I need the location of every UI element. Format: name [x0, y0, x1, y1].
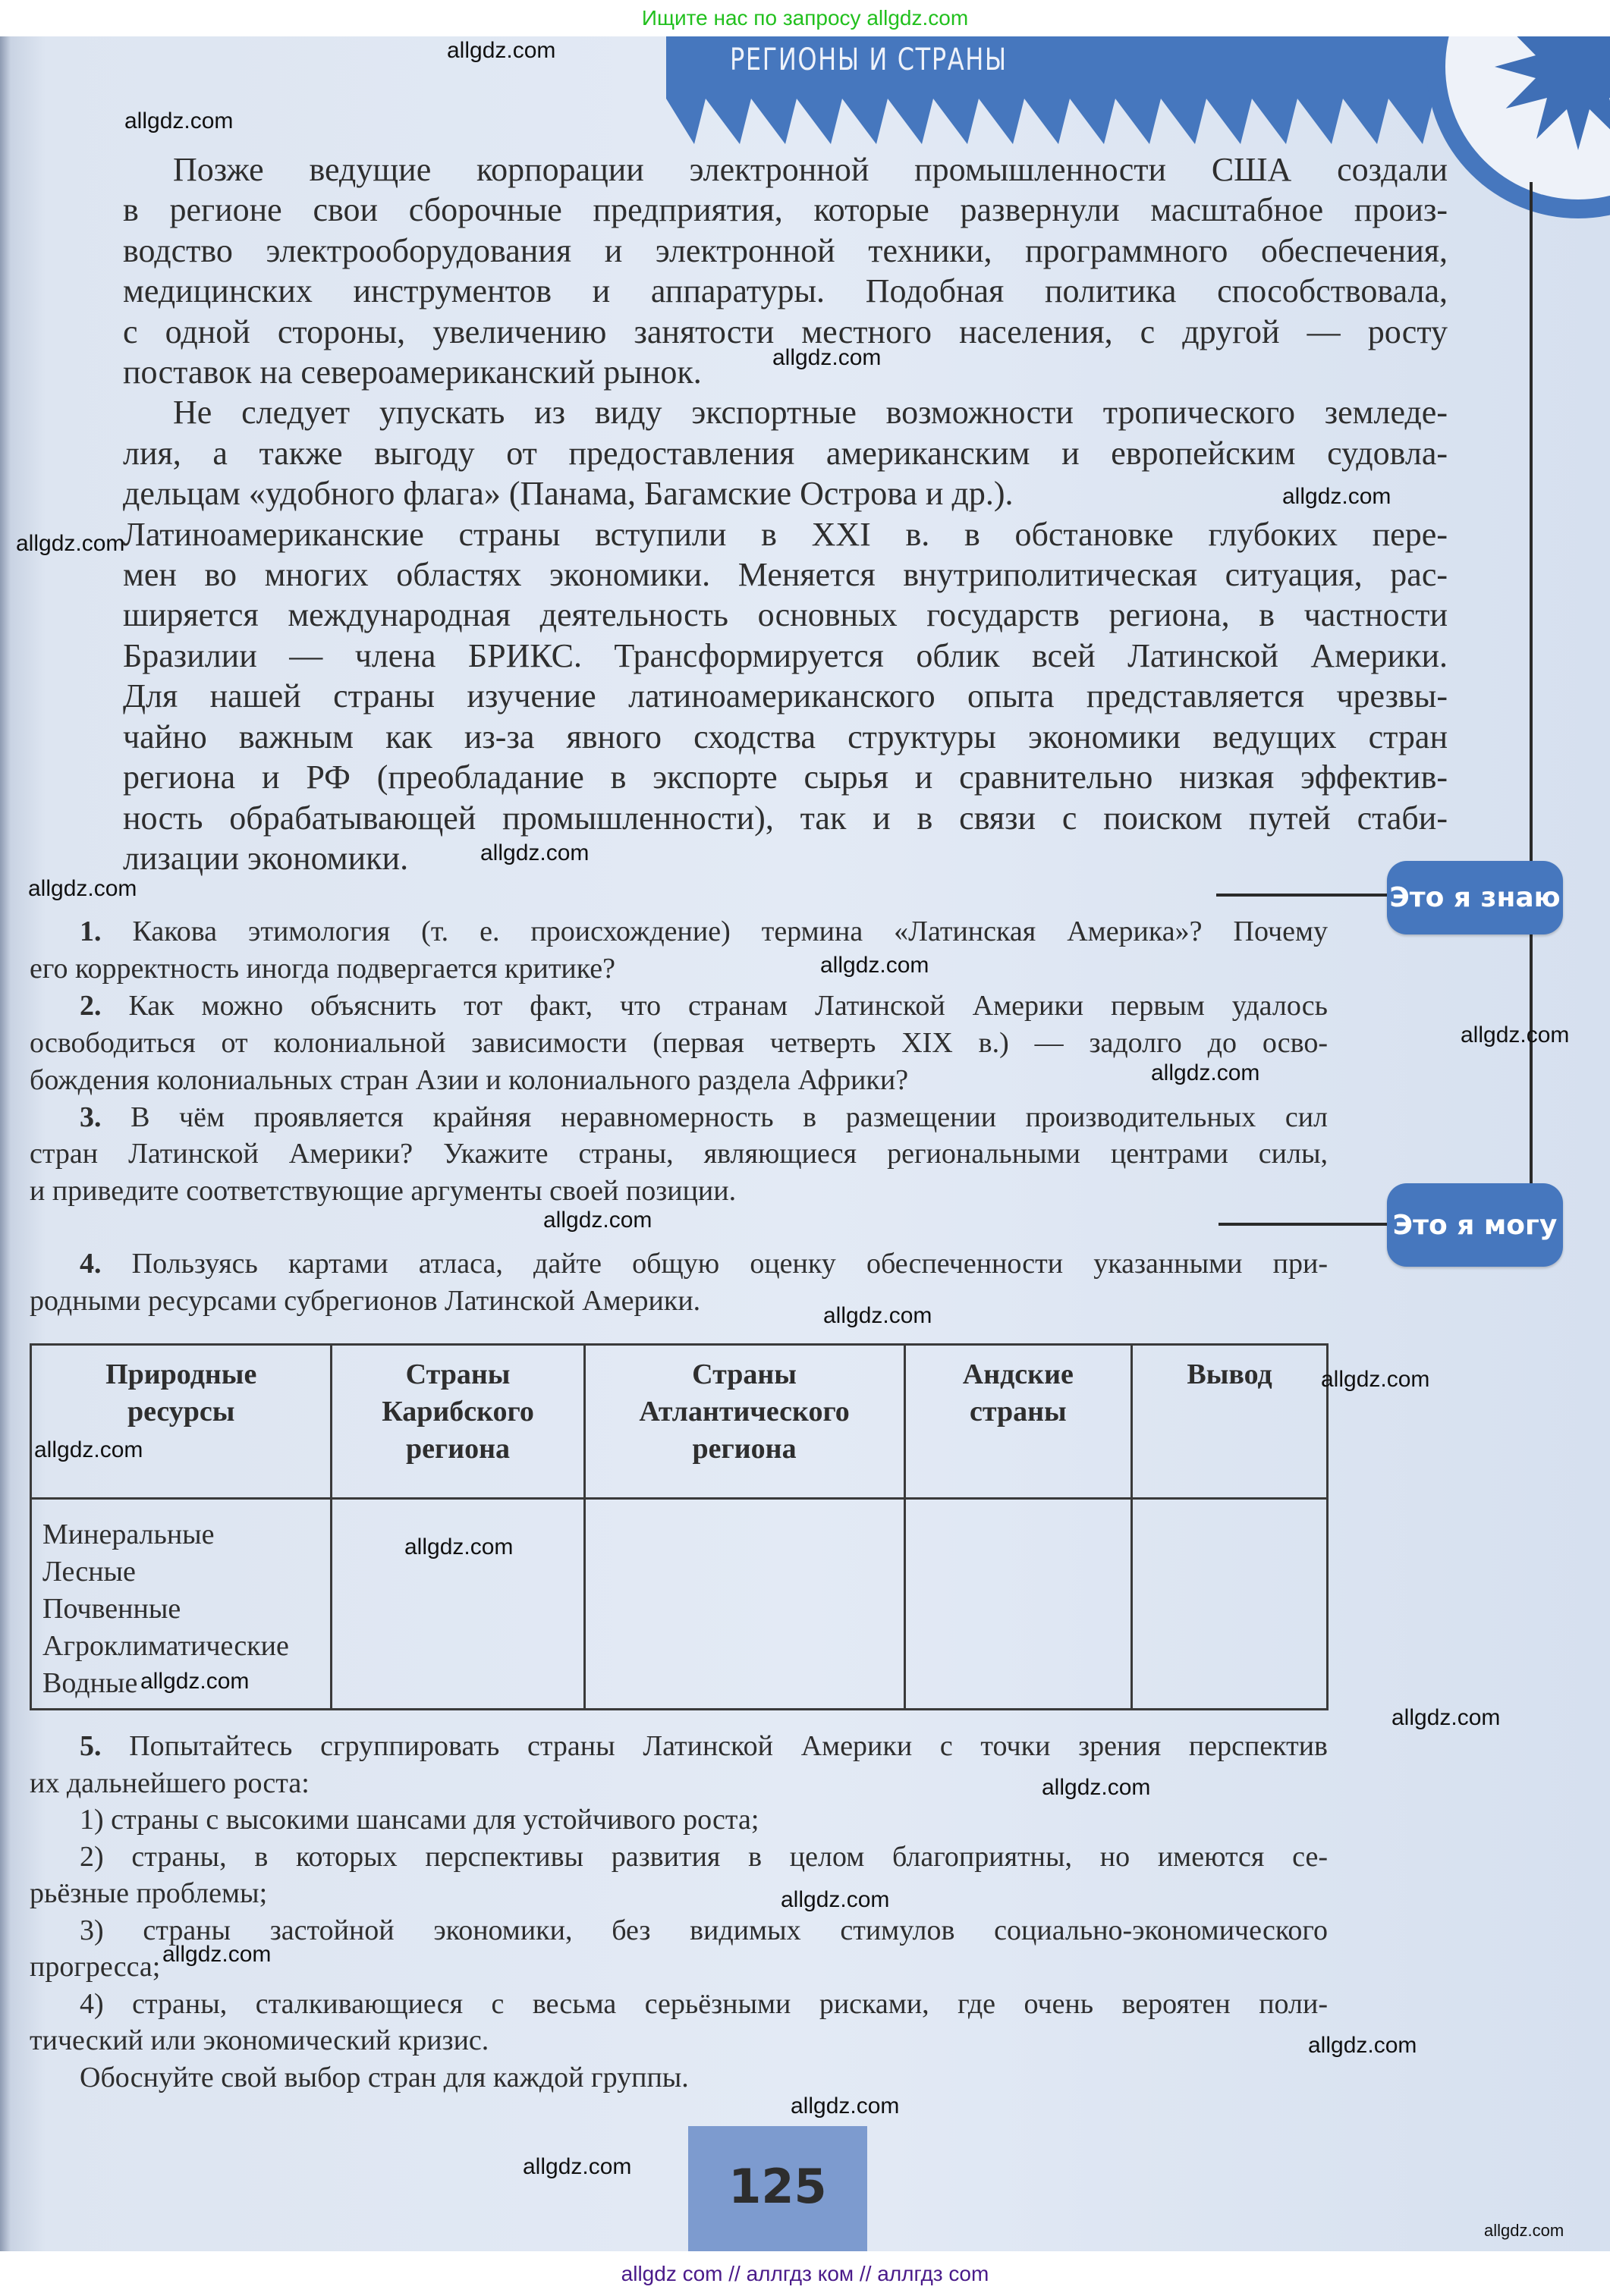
- cell-line: Минеральные: [42, 1519, 215, 1550]
- line-text: лизации экономики.: [123, 839, 409, 877]
- line-text: Как можно объяснить тот факт, что странам Латинской Америки первым удалось: [101, 989, 1328, 1022]
- text-line: [30, 950, 1328, 988]
- line-text: бождения колониальных стран Азии и колониального раздела Африки?: [30, 1063, 909, 1096]
- text-line: [30, 1025, 1328, 1062]
- line-text: рьёзные проблемы;: [30, 1877, 268, 1909]
- text-line: [30, 1283, 1328, 1320]
- empty-cell: [332, 1499, 584, 1710]
- cell-line: Атлантического: [639, 1396, 850, 1428]
- header-cell: [1132, 1345, 1328, 1499]
- cell-line: Водные: [42, 1667, 138, 1699]
- text-line: [123, 554, 1448, 595]
- text-line: [123, 433, 1448, 473]
- header-cell: [31, 1345, 332, 1499]
- line-text: с одной стороны, увеличению занятости местного населения, с другой — росту: [123, 313, 1448, 350]
- text-line: [30, 1173, 1328, 1210]
- text-line: [123, 473, 1448, 514]
- watermark: allgdz.com: [543, 1208, 652, 1233]
- text-line: [30, 2059, 1328, 2097]
- question-3: [30, 1099, 1328, 1211]
- text-line: [30, 1986, 1328, 2023]
- text-line: [30, 2022, 1328, 2059]
- cell-line: региона: [405, 1433, 511, 1465]
- cell-line: Карибского: [382, 1396, 534, 1428]
- empty-cell: [904, 1499, 1132, 1710]
- line-text: мен во многих областях экономики. Меняется внутриполитическая ситуация, рас-: [123, 556, 1448, 594]
- line-text: 1) страны с высокими шансами для устойчивого роста;: [80, 1804, 759, 1836]
- line-text: Пользуясь картами атласа, дайте общую оценку обеспеченности указанными при-: [101, 1248, 1328, 1280]
- text-line: [30, 1875, 1328, 1912]
- watermark: allgdz.com: [28, 876, 137, 901]
- paragraph: [123, 514, 1448, 879]
- text-line: [30, 1062, 1328, 1099]
- cell-line: Андские: [962, 1358, 1074, 1390]
- text-line: [123, 392, 1448, 432]
- watermark: allgdz.com: [1282, 484, 1391, 509]
- line-text: Не следует упускать из виду экспортные возможности тропического земледе-: [173, 394, 1448, 432]
- text-line: [30, 988, 1328, 1025]
- item-number: 1.: [80, 916, 102, 947]
- badge-eto-ya-mogu: Это я могу: [1387, 1183, 1563, 1267]
- line-text: Для нашей страны изучение латиноамериканского опыта представляется чрезвы-: [123, 677, 1448, 715]
- text-line: [123, 798, 1448, 838]
- text-line: [30, 913, 1328, 950]
- watermark: allgdz.com: [16, 531, 125, 556]
- cell-line: Природные: [105, 1358, 257, 1390]
- cell-line: ресурсы: [127, 1396, 235, 1428]
- line-text: Какова этимология (т. е. происхождение) термина «Латинская Америка»? Почему: [101, 916, 1328, 947]
- line-text: водство электрооборудования и электронной техники, программного обеспечения,: [123, 231, 1448, 269]
- watermark: allgdz.com: [1461, 1022, 1570, 1047]
- item-number: 2.: [80, 989, 102, 1022]
- cell-line: Страны: [692, 1358, 797, 1390]
- line-text: В чём проявляется крайняя неравномерность в размещении производительных сил: [101, 1101, 1328, 1133]
- line-text: дельцам «удобного флага» (Панама, Багамские Острова и др.).: [123, 475, 1014, 513]
- task-5-item: [30, 1801, 1328, 1839]
- line-text: их дальнейшего роста:: [30, 1767, 310, 1799]
- watermark: allgdz.com: [1308, 2033, 1417, 2058]
- line-text: поставок на североамериканский рынок.: [123, 353, 702, 391]
- watermark: allgdz.com: [1321, 1367, 1430, 1392]
- line-text: ность обрабатывающей промышленности), так и в связи с поиском путей стаби-: [123, 799, 1448, 837]
- line-text: чайно важным как из-за явного сходства структуры экономики ведущих стран: [123, 718, 1448, 755]
- question-1: [30, 913, 1328, 988]
- header-cell: [584, 1345, 904, 1499]
- watermark: allgdz.com: [162, 1942, 272, 1967]
- line-text: Обоснуйте свой выбор стран для каждой группы.: [80, 2061, 689, 2093]
- line-text: лия, а также выгоду от предоставления американским и европейским судовла-: [123, 434, 1448, 472]
- watermark: allgdz.com: [34, 1437, 143, 1462]
- line-text: региона и РФ (преобладание в экспорте сырья и сравнительно низкая эффектив-: [123, 759, 1448, 796]
- line-text: и приведите соответствующие аргументы своей позиции.: [30, 1175, 737, 1208]
- text-line: [30, 1801, 1328, 1839]
- task-5-item: [30, 1839, 1328, 1912]
- text-line: [30, 1135, 1328, 1173]
- line-text: его корректность иногда подвергается критике?: [30, 952, 616, 985]
- watermark: allgdz.com: [140, 1669, 250, 1694]
- text-line: [30, 1245, 1328, 1283]
- cell-line: Агроклиматические: [42, 1630, 289, 1662]
- text-line: [123, 231, 1448, 271]
- watermark: allgdz.com: [404, 1534, 514, 1559]
- task-5-item: [30, 1986, 1328, 2059]
- line-text: в регионе свои сборочные предприятия, которые развернули масштабное произ-: [123, 191, 1448, 229]
- line-text: 2) страны, в которых перспективы развития в целом благоприятны, но имеются се-: [80, 1840, 1328, 1873]
- line-text: стран Латинской Америки? Укажите страны, являющиеся региональными центрами силы,: [30, 1138, 1328, 1170]
- header-cell: [332, 1345, 584, 1499]
- cell-line: региона: [692, 1433, 797, 1465]
- text-line: [123, 757, 1448, 797]
- text-line: [123, 149, 1448, 190]
- watermark: allgdz.com: [1151, 1060, 1260, 1085]
- paragraph: [123, 392, 1448, 514]
- watermark: allgdz.com: [772, 345, 882, 370]
- watermark: allgdz.com: [523, 2154, 632, 2179]
- empty-cell: [1132, 1499, 1328, 1710]
- empty-cell: [584, 1499, 904, 1710]
- watermark: allgdz.com: [480, 840, 590, 865]
- watermark: allgdz.com: [124, 108, 234, 133]
- line-text: медицинских инструментов и аппаратуры. Подобная политика способствовала,: [123, 272, 1448, 310]
- line-text: прогресса;: [30, 1951, 161, 1983]
- item-number: 5.: [80, 1730, 102, 1762]
- text-line: [123, 514, 1448, 554]
- cell-line: Почвенные: [42, 1593, 181, 1625]
- section-title: РЕГИОНЫ И СТРАНЫ: [730, 42, 1008, 77]
- text-line: [123, 717, 1448, 757]
- badge-eto-ya-znayu: Это я знаю: [1387, 861, 1563, 934]
- item-number: 3.: [80, 1101, 102, 1133]
- watermark: allgdz.com: [1042, 1775, 1151, 1800]
- sidebar-connector-line: [1530, 934, 1533, 1183]
- line-text: освободиться от колониальной зависимости (первая четверть XIX в.) — задолго до осво-: [30, 1026, 1328, 1059]
- watermark: allgdz.com: [447, 38, 556, 63]
- text-line: [123, 595, 1448, 635]
- cell-line: Лесные: [42, 1556, 136, 1588]
- cell-line: страны: [969, 1396, 1067, 1428]
- text-line: [30, 1728, 1328, 1765]
- divider-line: [1216, 894, 1388, 897]
- question-4: [30, 1245, 1328, 1320]
- line-text: Бразилии — члена БРИКС. Трансформируется облик всей Латинской Америки.: [123, 636, 1448, 674]
- item-number: 4.: [80, 1248, 102, 1280]
- text-line: [123, 271, 1448, 311]
- line-text: 4) страны, сталкивающиеся с весьма серьёзными рисками, где очень вероятен поли-: [80, 1987, 1328, 2020]
- resources-table: [30, 1343, 1329, 1710]
- cell-line: Вывод: [1187, 1358, 1272, 1390]
- line-text: 3) страны застойной экономики, без видимых стимулов социально-экономического: [80, 1914, 1328, 1946]
- top-banner: Ищите нас по запросу allgdz.com: [641, 6, 969, 30]
- cell-line: Страны: [405, 1358, 511, 1390]
- task-5-conclusion: [30, 2059, 1328, 2097]
- watermark: allgdz.com: [1391, 1705, 1501, 1730]
- text-line: [123, 190, 1448, 230]
- line-text: Латиноамериканские страны вступили в XXI в. в обстановке глубоких пере-: [123, 515, 1448, 553]
- watermark: allgdz.com: [781, 1887, 890, 1912]
- watermark: allgdz.com: [823, 1303, 932, 1328]
- line-text: родными ресурсами субрегионов Латинской Америки.: [30, 1284, 701, 1317]
- table-header-row: [31, 1345, 1328, 1499]
- watermark: allgdz.com: [791, 2093, 900, 2119]
- questions-know: [30, 913, 1328, 1210]
- page-number: 125: [688, 2126, 867, 2251]
- text-line: [30, 1099, 1328, 1136]
- footer-banner: allgdz com // аллгдз ком // аллгдз com: [621, 2262, 989, 2285]
- text-line: [123, 636, 1448, 676]
- watermark: allgdz.com: [820, 953, 929, 978]
- question-2: [30, 988, 1328, 1099]
- text-line: [30, 1839, 1328, 1876]
- line-text: Попытайтесь сгруппировать страны Латинской Америки с точки зрения перспектив: [101, 1730, 1328, 1762]
- header-cell: [904, 1345, 1132, 1499]
- main-text: [123, 149, 1448, 878]
- line-text: ширяется международная деятельность основных государств региона, в частности: [123, 596, 1448, 634]
- sidebar-connector-line: [1530, 182, 1533, 861]
- watermark: allgdz.com: [1484, 2221, 1564, 2240]
- questions-can: [30, 1245, 1328, 1320]
- line-text: тический или экономический кризис.: [30, 2024, 489, 2056]
- text-line: [123, 676, 1448, 716]
- text-line: [123, 838, 1448, 878]
- divider-line: [1219, 1223, 1388, 1226]
- line-text: Позже ведущие корпорации электронной промышленности США создали: [173, 151, 1448, 188]
